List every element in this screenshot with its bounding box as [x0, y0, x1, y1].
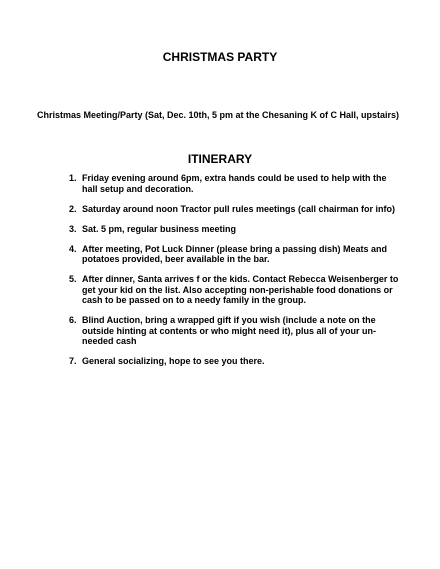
itinerary-heading: ITINERARY [187, 152, 253, 166]
list-item-number: 4. [69, 243, 77, 254]
list-item [69, 173, 399, 194]
list-item-number: 6. [69, 315, 77, 325]
list-item [69, 244, 399, 265]
list-item-text: After dinner, Santa arrives f or the kids. Contact Rebecca Weisenberger to get your kid on the list. Also accepting non-perishable food donations or cash to be passed on to a needy family in the group. [82, 274, 399, 305]
list-item-number: 7. [69, 356, 77, 366]
list-item-text: After meeting, Pot Luck Dinner (please bring a passing dish) Meats and potatoes provided, beer available in the bar. [82, 243, 388, 264]
list-item-number: 5. [69, 274, 77, 284]
itinerary-list [69, 173, 399, 376]
document-title: CHRISTMAS PARTY [162, 50, 278, 64]
list-item-text: Sat. 5 pm, regular business meeting [82, 223, 237, 234]
list-item [69, 204, 399, 215]
list-item [69, 224, 399, 235]
list-item-text: General socializing, hope to see you there. [82, 356, 265, 366]
list-item-text: Blind Auction, bring a wrapped gift if you wish (include a note on the outside hinting at contents or who might need it), plus all of your un-needed cash [82, 315, 376, 346]
event-subtitle: Christmas Meeting/Party (Sat, Dec. 10th, 5 pm at the Chesaning K of C Hall, upstairs) [36, 110, 400, 120]
list-item [69, 356, 399, 367]
list-item-number: 3. [69, 223, 77, 234]
list-item [69, 274, 399, 306]
list-item-text: Saturday around noon Tractor pull rules meetings (call chairman for info) [82, 203, 396, 214]
list-item-number: 1. [69, 173, 77, 183]
list-item-text: Friday evening around 6pm, extra hands could be used to help with the hall setup and decoration. [82, 173, 387, 194]
list-item [69, 315, 399, 347]
list-item-number: 2. [69, 203, 77, 214]
